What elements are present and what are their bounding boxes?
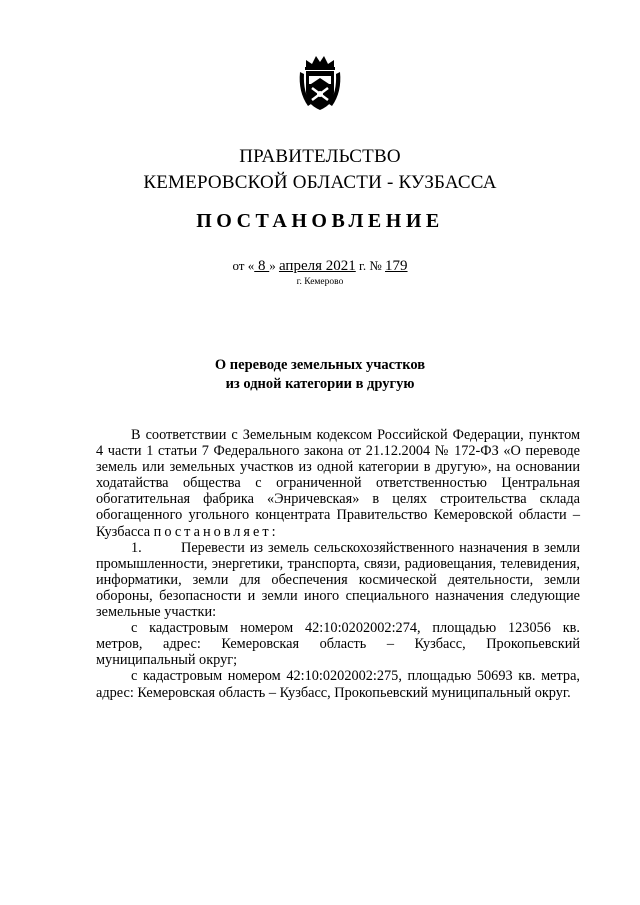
- preamble-verb: постановляет: [153, 523, 272, 540]
- preamble-paragraph: [96, 427, 580, 540]
- clause-1: [96, 540, 580, 620]
- government-title: ПРАВИТЕЛЬСТВО: [239, 146, 401, 167]
- coat-of-arms-icon: [298, 54, 342, 112]
- preamble-end: :: [271, 523, 276, 540]
- preamble-text: В соответствии с Земельным кодексом Российской Федерации, пунктом 4 части 1 статьи 7 Федерального закона от 21.12.2004 № 172-ФЗ «О переводе земель или земельных участков из одной категории в другую», на основании ходатайства общества с ограниченной ответственностью Центральная обогатительная фабрика «Энричевская» в целях строительства склада обогащенного угольного концентрата Правительство Кемеровской области – Кузбасса: [96, 427, 580, 540]
- date-prefix: от «: [232, 258, 255, 273]
- date-mid: »: [269, 258, 279, 273]
- document-number: 179: [385, 258, 408, 274]
- document-type: ПОСТАНОВЛЕНИЕ: [196, 210, 444, 232]
- clause-number: 1.: [131, 539, 142, 556]
- city: г. Кемерово: [296, 277, 344, 287]
- parcel-item: с кадастровым номером 42:10:0202002:274, площадью 123056 кв. метров, адрес: Кемеровская область – Кузбасс, Прокопьевский муниципальный округ;: [96, 620, 580, 669]
- document-body: [96, 427, 580, 701]
- clause-text: Перевести из земель сельскохозяйственного назначения в земли промышленности, энергетики, транспорта, связи, радиовещания, телевидения, информатики, земли для обеспечения космической деятельности, земли обороны, безопасности и земли иного специального назначения следующие земельные участки:: [96, 539, 580, 621]
- document-subject: [0, 356, 640, 394]
- region-title: КЕМЕРОВСКОЙ ОБЛАСТИ - КУЗБАССА: [143, 172, 497, 193]
- parcel-item: с кадастровым номером 42:10:0202002:275, площадью 50693 кв. метра, адрес: Кемеровская область – Кузбасс, Прокопьевский муниципальный округ.: [96, 668, 580, 701]
- date-year-suffix: г. №: [355, 258, 386, 273]
- subject-line-2: из одной категории в другую: [225, 376, 415, 392]
- subject-line-1: О переводе земельных участков: [214, 357, 426, 373]
- date-day: 8: [254, 258, 270, 274]
- date-line: [0, 258, 640, 275]
- date-month-year: апреля 2021: [278, 258, 356, 274]
